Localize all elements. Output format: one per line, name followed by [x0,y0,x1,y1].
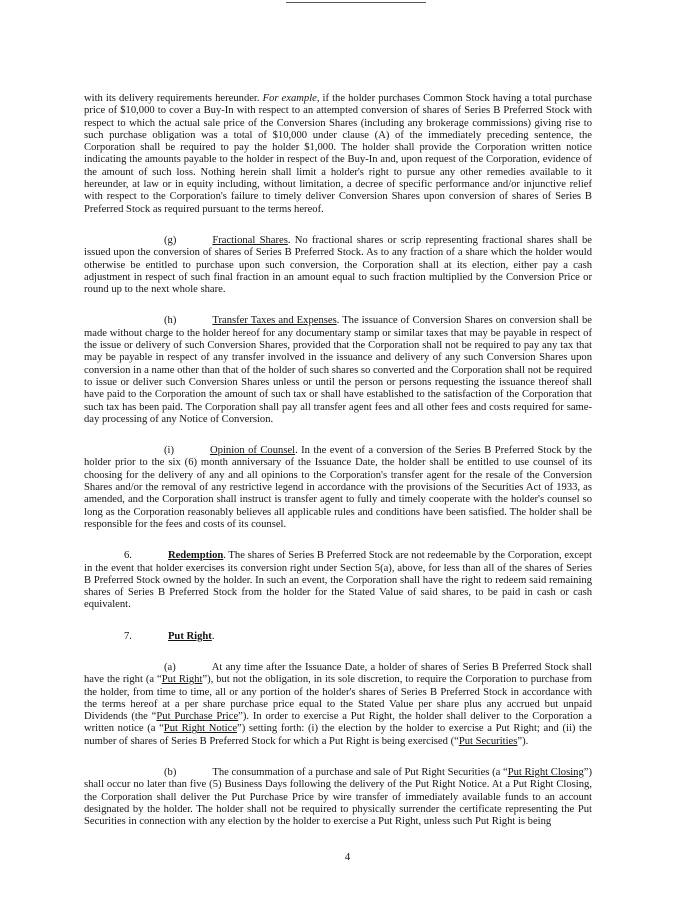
page-number: 4 [344,851,351,863]
defined-term: Put Securities [458,735,518,747]
defined-term: Put Purchase Price [156,711,239,723]
section-number: 6. [124,550,132,562]
text: ”), but not the obligation, in its sole discretion, to require the Corporation to purchase from the holder, from time to time, all or any portion of the holder's shares of Series B Preferred Stock in accordance with the terms hereof at a per share purchase price equal to the Stated Value per share plus any accrued but unpaid Dividends (the “ [84,674,592,723]
section-heading: Put Right [167,630,212,642]
paragraph-heading: Fractional Shares [212,234,288,246]
text: At any time after the Issuance Date, a holder of shares of Series B Preferred Stock shall have the right (a “ [84,661,592,686]
section-text: . The shares of Series B Preferred Stock are not redeemable by the Corporation, except in the event that holder exercises its conversion right under Section 5(a), above, for less than all of the shares of Series B Preferred Stock owned by the holder. In such an event, the Corporation shall have the right to redeem said remaining shares of Series B Preferred Stock from the holder for the Stated Value of said shares, to be paid in cash or cash equivalent. [84,550,592,611]
text: ”) setting forth: (i) the election by the holder to exercise a Put Right; and (ii) the number of shares of Series B Preferred Stock for which a Put Right is being exercised (“ [84,723,593,747]
paragraph-heading: Transfer Taxes and Expenses [212,315,337,327]
text: The consummation of a purchase and sale of Put Right Securities (a “ [212,767,508,779]
section-number: 7. [124,630,132,642]
paragraph-label: (g) [164,234,177,246]
document-page [84,93,592,829]
defined-term: Put Right Notice [163,723,238,735]
paragraph-label: (h) [164,315,177,327]
text: . [211,630,215,642]
defined-term: Put Right Closing [507,767,584,779]
top-rule [286,2,426,3]
text: ”) shall occur no later than five (5) Business Days following the delivery of the Put Right Notice. At a Put Right Closing, the Corporation shall deliver the Put Purchase Price by wire transfer of immediately available funds to an account designated by the holder. The holder shall not be required to physically surrender the certificate representing the Put Securities in connection with any election by the holder to exercise a Put Right, unless such Put Right is being [84,767,592,828]
paragraph-g [84,235,592,296]
paragraph-label: (a) [164,661,176,673]
paragraph-label: (b) [164,767,177,779]
italic-text: For example [262,93,317,104]
paragraph-i [84,445,592,531]
paragraph-a [84,662,592,748]
paragraph-text: . The issuance of Conversion Shares on conversion shall be made without charge to the holder hereof for any documentary stamp or similar taxes that may be payable in respect of the issue or delivery of such Conversion Shares, provided that the Corporation shall not be required to pay any tax that may be payable in respect of any transfer involved in the issuance and delivery of any such Conversion Shares upon conversion in a name other than that of the holder of such shares so converted and the Corporation shall not be required to issue or deliver such Conversion Shares unless or until the person or persons requesting the issuance thereof shall have paid to the Corporation the amount of such tax or shall have established to the satisfaction of the Corporation that such tax has been paid. The Corporation shall pay all transfer agent fees and all other fees and costs required for same-day processing of any Notice of Conversion. [84,315,592,425]
paragraph-b [84,767,592,828]
paragraph-text: . In the event of a conversion of the Series B Preferred Stock by the holder prior to the six (6) month anniversary of the Issuance Date, the holder shall be entitled to use counsel of its choosing for the delivery of any and all opinions to the Corporation's transfer agent for the resale of the Conversion Shares and/or the removal of any restrictive legend in accordance with the provisions of the Securities Act of 1933, as amended, and the Corporation shall instruct is transfer agent to fully and timely cooperate with the holder's counsel so long as the Corporation reasonably believes all applicable rules and conditions have been satisfied. The holder shall be responsible for the fees and costs of its counsel. [84,445,592,530]
defined-term: Put Right [161,674,203,686]
text: ”). [517,735,529,747]
text: ”). In order to exercise a Put Right, the holder shall deliver to the Corporation a written notice (a “ [84,711,592,735]
paragraph-text: . No fractional shares or scrip representing fractional shares shall be issued upon the conversion of shares of Series B Preferred Stock. As to any fraction of a share which the holder would otherwise be entitled to purchase upon such conversion, the Corporation shall at its election, either pay a cash adjustment in respect of such final fraction in an amount equal to such fraction multiplied by the Conversion Price or round up to the next whole share. [84,234,593,296]
paragraph-label: (i) [164,445,174,457]
paragraph-continued [84,93,592,216]
section-6 [84,550,592,611]
text: with its delivery requirements hereunder. [84,93,263,104]
section-7-heading [84,631,592,643]
section-heading: Redemption [167,550,224,562]
text: , if the holder purchases Common Stock having a total purchase price of $10,000 to cover a Buy-In with respect to an attempted conversion of shares of Series B Preferred Stock with respect to which the actual sale price of the Conversion Shares (including any brokerage commissions) giving rise to such purchase obligation was a total of $10,000 under clause (A) of the immediately preceding sentence, the Corporation shall be required to pay the holder $1,000. The holder shall provide the Corporation written notice indicating the amounts payable to the holder in respect of the Buy-In and, upon request of the Corporation, evidence of the amount of such loss. Nothing herein shall limit a holder's right to pursue any other remedies available to it hereunder, at law or in equity including, without limitation, a decree of specific performance and/or injunctive relief with respect to the Corporation's failure to timely deliver Conversion Shares upon conversion of shares of Series B Preferred Stock as required pursuant to the terms hereof. [84,93,592,215]
paragraph-heading: Opinion of Counsel [210,445,296,457]
paragraph-h [84,315,592,426]
